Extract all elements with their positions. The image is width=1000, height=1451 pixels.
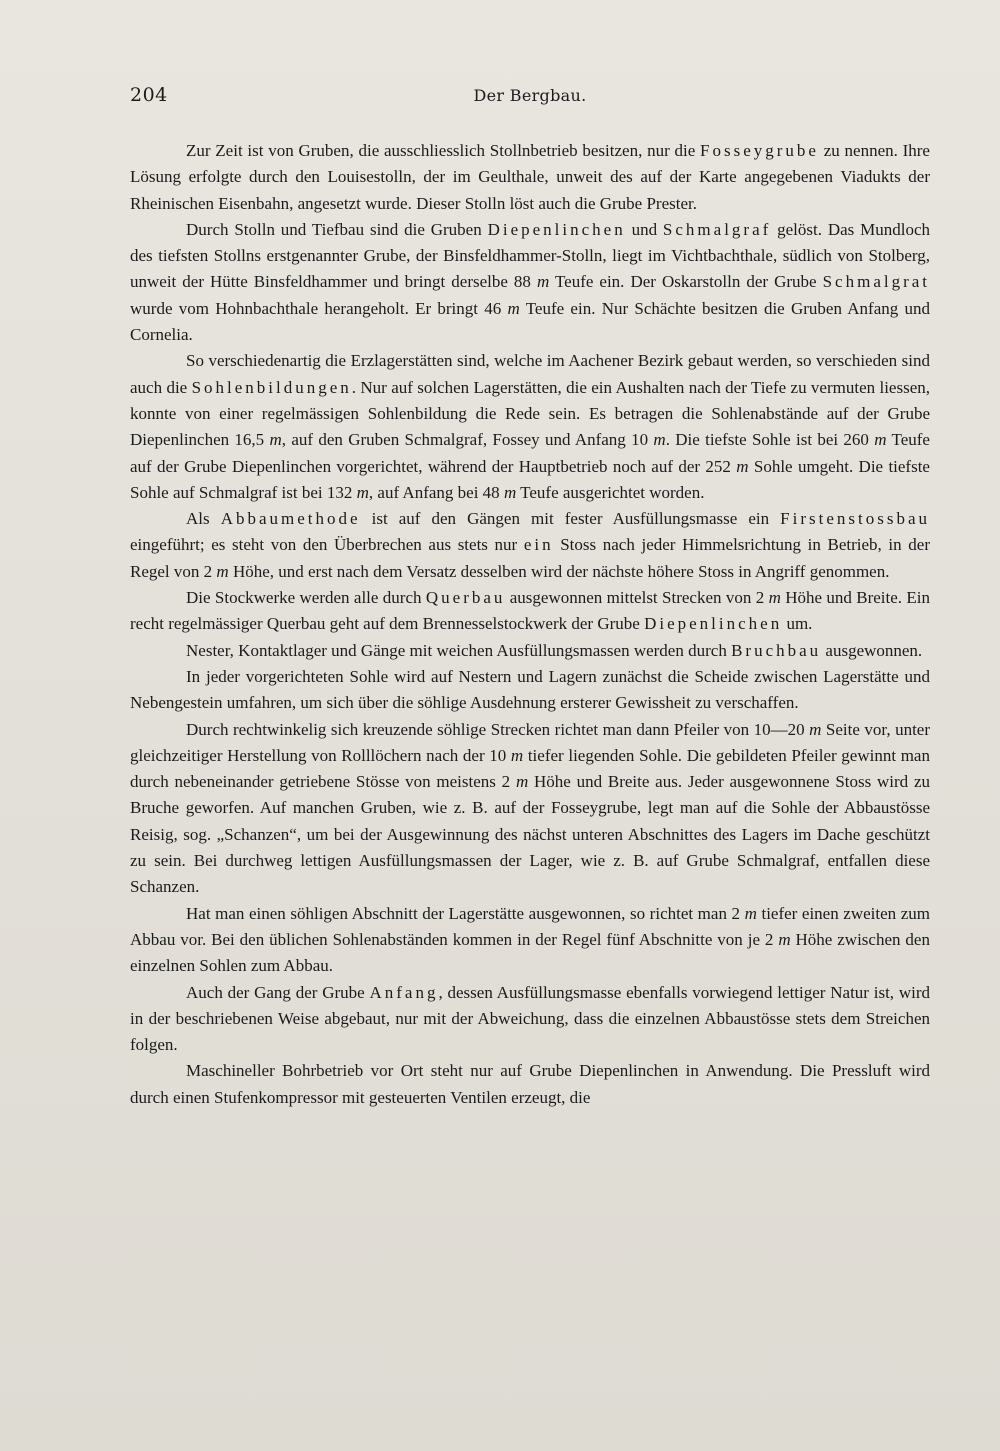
paragraph xyxy=(130,348,930,506)
unit-italic: m xyxy=(510,745,524,765)
spaced-emphasis: ein xyxy=(523,535,554,555)
text-run: Sohle umgeht. Die tiefste Sohle auf Schmalgraf ist bei 132 xyxy=(130,456,930,502)
paragraph xyxy=(130,980,930,1059)
spaced-emphasis: Anfang xyxy=(369,982,439,1002)
paragraph xyxy=(130,217,930,348)
unit-italic: m xyxy=(507,298,520,318)
text-run: Als xyxy=(186,509,221,529)
text-run: Höhe und Breite. Ein recht regelmässiger Querbau geht auf dem Brennesselstockwerk der Grube xyxy=(130,588,930,634)
text-run: ausgewonnen. xyxy=(821,640,923,660)
unit-italic: m xyxy=(503,482,517,502)
unit-italic: m xyxy=(768,588,781,608)
text-run: , dessen Ausfüllungsmasse ebenfalls vorwiegend lettiger Natur ist, wird in der beschriebenen Weise abgebaut, nur mit der Abweichung, dass die einzelnen Abbaustösse stets dem Streichen folgen. xyxy=(130,982,930,1055)
unit-italic: m xyxy=(736,456,749,476)
text-run: tiefer einen zweiten zum Abbau vor. Bei den üblichen Sohlenabständen kommen in der Regel fünf Abschnitte von je 2 xyxy=(130,903,930,949)
text-run: Seite vor, unter gleichzeitiger Herstellung von Rolllöchern nach der 10 xyxy=(130,719,930,765)
unit-italic: m xyxy=(536,272,550,292)
text-run: ausgewonnen mittelst Strecken von 2 xyxy=(505,588,769,608)
spaced-emphasis: Sohlenbildungen xyxy=(191,377,352,397)
unit-italic: m xyxy=(216,561,229,581)
paragraph xyxy=(130,638,930,664)
text-run: wurde vom Hohnbachthale herangeholt. Er bringt 46 xyxy=(130,298,508,318)
body-text xyxy=(130,138,930,1111)
spaced-emphasis: Abbaumethode xyxy=(220,509,361,529)
text-run: ist auf den Gängen mit fester Ausfüllungsmasse ein xyxy=(360,509,781,529)
running-title: Der Bergbau. xyxy=(473,86,587,105)
text-run: Höhe und Breite aus. Jeder ausgewonnene Stoss wird zu Bruche geworfen. Auf manchen Gruben, wie z. B. auf der Fosseygrube, legt man auf die Sohle der Abbaustösse Reisig, sog. „Schanzen“, um bei der Ausgewinnung des nächst unteren Abschnittes des Lagers im Dache geschützt zu sein. Bei durchweg lettigen Ausfüllungsmassen der Lager, wie z. B. auf Grube Schmalgraf, entfallen diese Schanzen. xyxy=(130,772,930,897)
text-run: Teufe ein. Nur Schächte besitzen die Gruben Anfang und Cornelia. xyxy=(130,298,930,345)
paragraph xyxy=(130,901,930,980)
running-head xyxy=(130,84,930,114)
text-run: Nester, Kontaktlager und Gänge mit weichen Ausfüllungsmassen werden durch xyxy=(186,640,732,660)
unit-italic: m xyxy=(809,719,822,739)
unit-italic: m xyxy=(653,430,666,450)
paragraph xyxy=(130,1058,930,1111)
spaced-emphasis: Schmalgrat xyxy=(822,272,931,292)
text-run: Durch Stolln und Tiefbau sind die Gruben xyxy=(186,219,488,239)
text-run: So verschiedenartig die Erzlagerstätten sind, welche im Aachener Bezirk gebaut werden, so verschieden sind auch die xyxy=(130,351,930,397)
text-run: Teufe auf der Grube Diepenlinchen vorgerichtet, während der Hauptbetrieb noch auf der 252 xyxy=(130,430,930,476)
text-run: Höhe, und erst nach dem Versatz desselben wird der nächste höhere Stoss in Angriff genommen. xyxy=(228,561,890,581)
text-run: Zur Zeit ist von Gruben, die ausschliesslich Stollnbetrieb besitzen, nur die xyxy=(186,141,701,160)
text-run: tiefer liegenden Sohle. Die gebildeten Pfeiler gewinnt man durch nebeneinander getriebene Stösse von meistens 2 xyxy=(130,745,930,792)
spaced-emphasis: Diepenlinchen xyxy=(644,614,783,634)
spaced-emphasis: Schmalgraf xyxy=(662,219,772,239)
page-number: 204 xyxy=(130,84,168,106)
spaced-emphasis: Firstenstossbau xyxy=(780,509,930,529)
text-run: Maschineller Bohrbetrieb vor Ort steht nur auf Grube Diepenlinchen in Anwendung. Die Pressluft wird durch einen Stufenkompressor mit gesteuerten Ventilen erzeugt, die xyxy=(130,1061,930,1107)
unit-italic: m xyxy=(778,929,791,949)
text-run: Teufe ein. Der Oskarstolln der Grube xyxy=(549,272,823,292)
text-run: eingeführt; es steht von den Überbrechen aus stets nur xyxy=(130,535,524,555)
paragraph xyxy=(130,664,930,717)
paragraph xyxy=(130,717,930,901)
unit-italic: m xyxy=(874,430,887,450)
spaced-emphasis: Querbau xyxy=(425,588,506,608)
spaced-emphasis: Fosseygrube xyxy=(700,141,819,160)
text-run: Die Stockwerke werden alle durch xyxy=(186,588,426,608)
spaced-emphasis: Bruchbau xyxy=(731,640,822,660)
text-run: Höhe zwischen den einzelnen Sohlen zum Abbau. xyxy=(130,929,930,976)
text-run: . Die tiefste Sohle ist bei 260 xyxy=(665,430,875,450)
paragraph xyxy=(130,138,930,217)
text-run: gelöst. Das Mundloch des tiefsten Stollns erstgenannter Grube, der Binsfeldhammer-Stolln, liegt im Vichtbachthale, südlich von Stolberg, unweit der Hütte Binsfeldhammer und bringt derselbe 88 xyxy=(130,219,931,292)
unit-italic: m xyxy=(356,482,369,502)
unit-italic: m xyxy=(515,772,529,792)
unit-italic: m xyxy=(269,430,282,450)
unit-italic: m xyxy=(744,903,757,923)
text-run: In jeder vorgerichteten Sohle wird auf Nestern und Lagern zunächst die Scheide zwischen Lagerstätte und Nebengestein umfahren, um sich über die söhlige Ausdehnung ersterer Gewissheit zu verschaffen. xyxy=(130,666,930,713)
paragraph xyxy=(130,585,930,638)
text-run: und xyxy=(625,219,663,239)
text-run: . Nur auf solchen Lagerstätten, die ein Aushalten nach der Tiefe zu vermuten liessen, konnte von einer regelmässigen Sohlenbildung die Rede sein. Es betragen die Sohlenabstände auf der Grube Diepenlinchen 16,5 xyxy=(130,377,931,450)
text-run: Auch der Gang der Grube xyxy=(186,982,370,1002)
text-run: Hat man einen söhligen Abschnitt der Lagerstätte ausgewonnen, so richtet man 2 xyxy=(186,903,745,923)
text-run: um. xyxy=(782,614,813,634)
spaced-emphasis: Diepenlinchen xyxy=(487,219,626,239)
text-run: Durch rechtwinkelig sich kreuzende söhlige Strecken richtet man dann Pfeiler von 10—20 xyxy=(186,719,810,739)
text-run: , auf Anfang bei 48 xyxy=(368,482,504,502)
text-run: zu nennen. Ihre Lösung erfolgte durch den Louisestolln, der im Geulthale, unweit des auf der Karte angegebenen Viadukts der Rheinischen Eisenbahn, angesetzt wurde. Dieser Stolln löst auch die Grube Prester. xyxy=(130,141,930,213)
text-run: , auf den Gruben Schmalgraf, Fossey und Anfang 10 xyxy=(281,430,654,450)
paragraph xyxy=(130,506,930,585)
text-run: Teufe ausgerichtet worden. xyxy=(516,482,705,502)
text-run: Stoss nach jeder Himmelsrichtung in Betrieb, in der Regel von 2 xyxy=(130,535,930,581)
